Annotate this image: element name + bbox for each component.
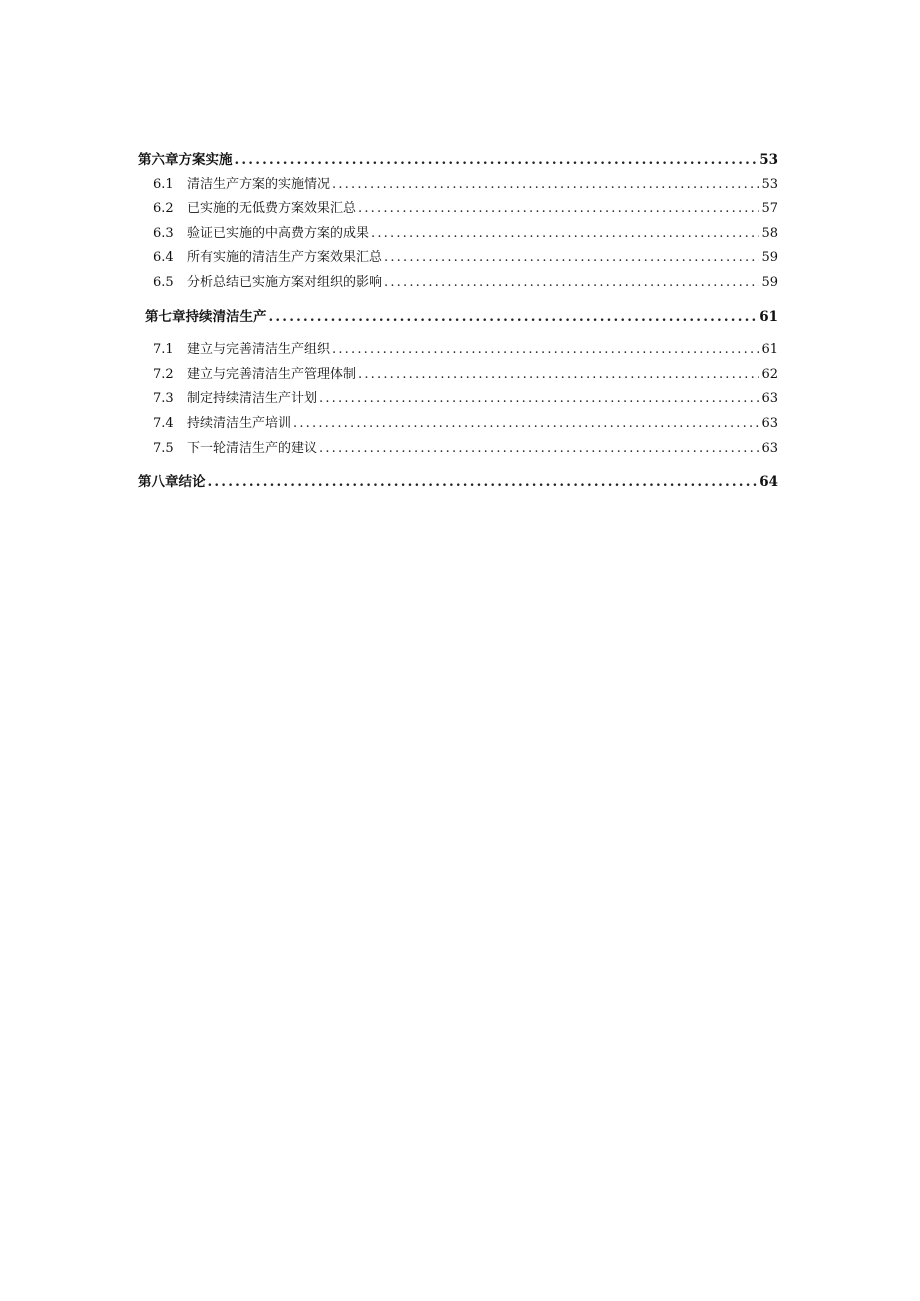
dot-leader	[269, 305, 758, 330]
toc-chapter-title: 第七章持续清洁生产	[145, 308, 267, 325]
toc-section-title: 验证已实施的中高费方案的成果	[187, 225, 370, 241]
toc-page-number: 59	[761, 274, 778, 290]
toc-section-6-2[interactable]	[138, 197, 778, 222]
dot-leader	[235, 148, 758, 173]
toc-section-7-1[interactable]	[138, 338, 778, 363]
table-of-contents	[138, 148, 778, 495]
toc-chapter-title: 第六章方案实施	[138, 152, 233, 168]
toc-page-number: 53	[759, 152, 778, 168]
toc-section-6-5[interactable]	[138, 271, 778, 296]
toc-section-number: 6.5	[153, 274, 174, 290]
toc-section-number: 7.2	[153, 366, 174, 382]
dot-leader	[384, 271, 759, 296]
toc-section-number: 7.1	[153, 342, 174, 358]
toc-section-6-1[interactable]	[138, 173, 778, 198]
toc-page-number: 58	[761, 225, 778, 241]
toc-section-number: 6.1	[153, 176, 174, 192]
toc-section-number: 6.4	[153, 250, 174, 266]
toc-page-number: 63	[761, 415, 778, 431]
dot-leader	[371, 222, 759, 247]
toc-page-number: 63	[761, 391, 778, 407]
toc-section-title: 制定持续清洁生产计划	[187, 391, 318, 407]
toc-section-title: 持续清洁生产培训	[187, 415, 292, 431]
toc-chapter-title: 第八章结论	[138, 474, 206, 491]
toc-section-title: 建立与完善清洁生产组织	[187, 342, 331, 358]
toc-section-number: 7.3	[153, 391, 174, 407]
dot-leader	[332, 173, 759, 198]
toc-page-number: 62	[761, 366, 778, 382]
toc-chapter-8[interactable]	[138, 470, 778, 495]
toc-section-title: 清洁生产方案的实施情况	[187, 176, 331, 192]
dot-leader	[293, 412, 759, 437]
toc-section-title: 建立与完善清洁生产管理体制	[187, 366, 357, 382]
toc-section-6-4[interactable]	[138, 246, 778, 271]
toc-section-7-5[interactable]	[138, 437, 778, 462]
dot-leader	[208, 470, 758, 495]
dot-leader	[384, 246, 759, 271]
toc-section-6-3[interactable]	[138, 222, 778, 247]
toc-chapter-6[interactable]	[138, 148, 778, 173]
toc-section-number: 6.3	[153, 225, 174, 241]
toc-page-number: 61	[759, 308, 778, 325]
toc-page-number: 59	[761, 250, 778, 266]
toc-section-number: 7.4	[153, 415, 174, 431]
toc-page-number: 61	[761, 342, 778, 358]
toc-section-7-2[interactable]	[138, 363, 778, 388]
toc-page-number: 63	[761, 440, 778, 456]
toc-section-title: 所有实施的清洁生产方案效果汇总	[187, 250, 383, 266]
toc-section-number: 7.5	[153, 440, 174, 456]
dot-leader	[358, 363, 759, 388]
dot-leader	[332, 338, 759, 363]
toc-section-number: 6.2	[153, 201, 174, 217]
dot-leader	[319, 387, 759, 412]
toc-section-title: 已实施的无低费方案效果汇总	[187, 201, 357, 217]
toc-section-7-3[interactable]	[138, 387, 778, 412]
toc-section-title: 分析总结已实施方案对组织的影响	[187, 274, 383, 290]
toc-chapter-7[interactable]	[138, 305, 778, 330]
toc-page-number: 57	[761, 201, 778, 217]
toc-page-number: 53	[761, 176, 778, 192]
dot-leader	[358, 197, 759, 222]
toc-section-title: 下一轮清洁生产的建议	[187, 440, 318, 456]
dot-leader	[319, 437, 759, 462]
toc-section-7-4[interactable]	[138, 412, 778, 437]
toc-page-number: 64	[759, 474, 778, 491]
